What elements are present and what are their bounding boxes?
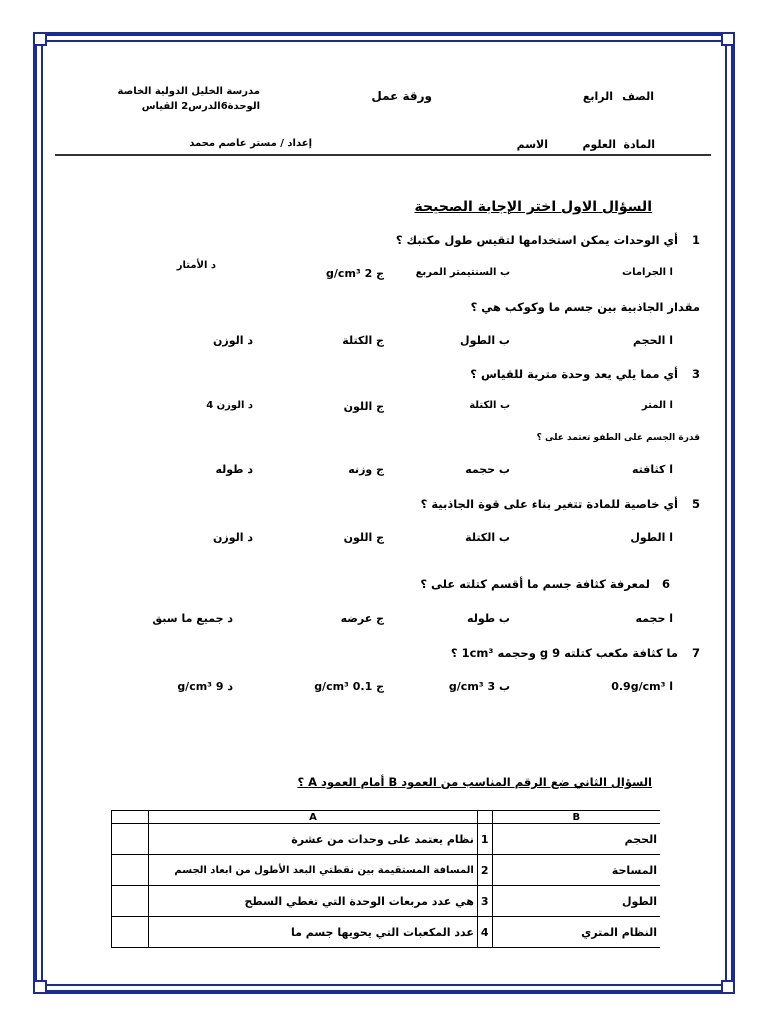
column-a-cell: نظام يعتمد على وحدات من عشرة: [149, 824, 478, 855]
name-label: الاسم: [516, 138, 548, 151]
corner-ornament: [721, 32, 735, 46]
subject-label: المادة: [623, 138, 655, 151]
option-b: ب الكتلة: [469, 400, 510, 411]
option-d: د 9 g/cm³: [177, 680, 233, 693]
grade-label: الصف: [622, 90, 654, 103]
option-d: د جميع ما سبق: [152, 612, 233, 625]
table-row: [112, 824, 661, 855]
question-text: مقدار الجاذبية بين جسم ما وكوكب هي ؟: [470, 300, 700, 314]
table-row: [112, 855, 661, 886]
option-b: ب السنتيمتر المربع: [415, 267, 510, 278]
option-d: د الوزن: [213, 531, 253, 544]
option-a: ا حجمه: [635, 612, 673, 625]
question-number: 7: [691, 646, 700, 660]
question-number: 6: [661, 577, 670, 591]
row-number: 4: [477, 917, 492, 948]
option-b: ب حجمه: [465, 463, 510, 476]
column-a-cell: هي عدد مربعات الوحدة التي تغطي السطح: [149, 886, 478, 917]
option-a: ا الجرامات: [622, 267, 673, 278]
row-number: 1: [477, 824, 492, 855]
grade-value: الرابع: [582, 90, 613, 103]
question-text: قدرة الجسم على الطفو تعتمد على ؟: [536, 433, 700, 443]
section1-title: السؤال الاول اختر الإجابة الصحيحة: [414, 199, 652, 215]
option-c: ج اللون: [343, 531, 384, 544]
option-a: ا المتر: [641, 400, 673, 411]
option-d: د الأمتار: [176, 260, 216, 271]
question-text: أي خاصية للمادة تتغير بناء على قوة الجاذبية ؟: [420, 497, 678, 511]
option-a: ا الحجم: [633, 334, 673, 347]
table-row: [112, 917, 661, 948]
question-text: أي الوحدات يمكن استخدامها لتقيس طول مكتبك ؟: [395, 233, 678, 247]
answer-cell[interactable]: [112, 917, 149, 948]
option-d: د طوله: [215, 463, 253, 476]
question-number: 1: [691, 233, 700, 247]
option-c: ج عرضه: [340, 612, 384, 625]
answer-column-header: [112, 811, 149, 824]
question-number: 5: [691, 497, 700, 511]
unit-lesson: الوحدة6الدرس2 القياس: [141, 101, 260, 112]
question-number: 3: [691, 367, 700, 381]
table-row: [112, 886, 661, 917]
section2-title: السؤال الثاني ضع الرقم المناسب من العمود B أمام العمود A ؟: [297, 775, 652, 789]
question-text: لمعرفة كثافة جسم ما أقسم كتلته على ؟: [420, 577, 650, 591]
option-d: د الوزن: [213, 334, 253, 347]
row-number: 3: [477, 886, 492, 917]
option-a: ا 0.9g/cm³: [611, 680, 673, 693]
option-b: ب الطول: [460, 334, 510, 347]
column-b-cell: النظام المتري: [492, 917, 660, 948]
question-text: ما كثافة مكعب كتلته g 9 وحجمه 1cm³ ؟: [450, 646, 678, 660]
option-c: ج 0.1 g/cm³: [314, 680, 384, 693]
corner-ornament: [33, 980, 47, 994]
subject-value: العلوم: [582, 138, 616, 151]
column-a-cell: عدد المكعبات التي يحويها جسم ما: [149, 917, 478, 948]
answer-cell[interactable]: [112, 855, 149, 886]
option-b: ب 3 g/cm³: [448, 680, 510, 693]
option-a: ا كثافته: [632, 463, 673, 476]
option-d: د الوزن 4: [206, 400, 253, 411]
header-divider: [55, 154, 711, 156]
column-b-cell: الحجم: [492, 824, 660, 855]
column-a-header: A: [149, 811, 478, 824]
option-a: ا الطول: [630, 531, 673, 544]
matching-table: [111, 810, 660, 948]
answer-cell[interactable]: [112, 824, 149, 855]
option-c: ج اللون: [343, 400, 384, 413]
worksheet-title: ورقة عمل: [371, 89, 432, 103]
option-c: ج وزنه: [348, 463, 384, 476]
option-b: ب الكتلة: [465, 531, 510, 544]
question-text: أي مما يلي يعد وحدة مترية للقياس ؟: [470, 367, 678, 381]
column-b-header: B: [492, 811, 660, 824]
school-name: مدرسة الخليل الدولية الخاصة: [117, 86, 260, 97]
corner-ornament: [721, 980, 735, 994]
column-b-cell: الطول: [492, 886, 660, 917]
row-number: 2: [477, 855, 492, 886]
prepared-by: إعداد / مستر عاصم محمد: [189, 138, 312, 149]
column-a-cell: المسافة المستقيمة بين نقطتي البعد الأطول من ابعاد الجسم: [149, 855, 478, 886]
option-b: ب طوله: [467, 612, 510, 625]
option-c: ج الكتلة: [342, 334, 384, 347]
table-header-row: [112, 811, 661, 824]
corner-ornament: [33, 32, 47, 46]
answer-cell[interactable]: [112, 886, 149, 917]
option-c: ج 2 g/cm³: [326, 267, 384, 280]
number-column-header: [477, 811, 492, 824]
column-b-cell: المساحة: [492, 855, 660, 886]
